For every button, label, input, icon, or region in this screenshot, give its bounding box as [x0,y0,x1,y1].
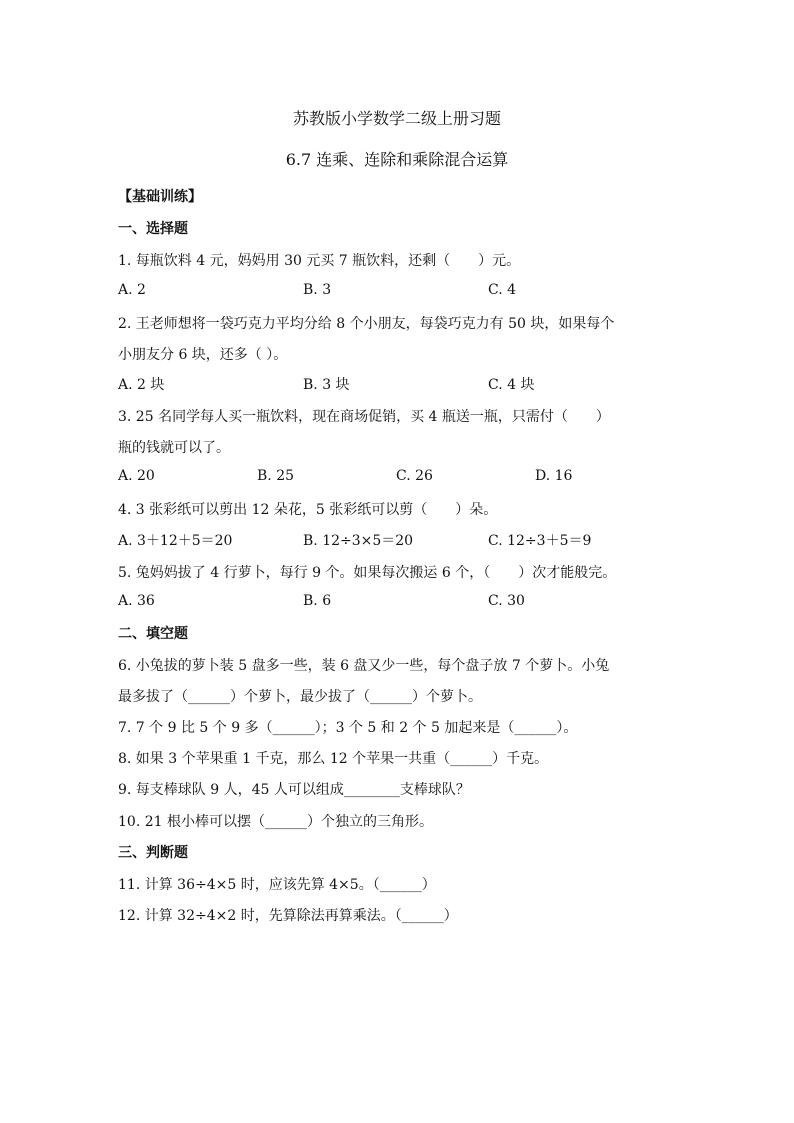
part1-heading: 一、选择题 [118,221,188,237]
question-2-line1: 2. 王老师想将一袋巧克力平均分给 8 个小朋友，每袋巧克力有 50 块，如果每个 [118,316,615,332]
q4-option-b: B. 12÷3×5＝20 [303,533,414,549]
q5-option-b: B. 6 [303,593,332,609]
question-3-line1: 3. 25 名同学每人买一瓶饮料，现在商场促销，买 4 瓶送一瓶，只需付（ ） [118,409,610,425]
worksheet-subtitle: 6.7 连乘、连除和乘除混合运算 [285,150,509,169]
q1-option-b: B. 3 [303,282,332,298]
q3-option-a: A. 20 [118,468,155,484]
q3-option-b: B. 25 [257,468,295,484]
part3-heading: 三、判断题 [118,845,188,861]
q2-option-b: B. 3 块 [303,377,350,393]
worksheet-title: 苏教版小学数学二级上册习题 [292,109,501,128]
question-12: 12. 计算 32÷4×2 时，先算除法再算乘法。（______） [118,908,458,924]
part2-heading: 二、填空题 [118,626,188,642]
section-basic-label: 【基础训练】 [118,189,202,205]
question-1: 1. 每瓶饮料 4 元，妈妈用 30 元买 7 瓶饮料，还剩（ ）元。 [118,253,521,269]
q5-option-a: A. 36 [118,593,155,609]
question-9: 9. 每支棒球队 9 人，45 人可以组成________支棒球队？ [118,782,470,798]
question-2-line2: 小朋友分 6 块，还多（ ）。 [118,347,288,363]
question-11: 11. 计算 36÷4×5 时，应该先算 4×5。（______） [118,877,436,893]
question-8: 8. 如果 3 个苹果重 1 千克，那么 12 个苹果一共重（______）千克。 [118,751,549,767]
question-7: 7. 7 个 9 比 5 个 9 多（______）；3 个 5 和 2 个 5 加起来是（______）。 [118,720,578,736]
question-5: 5. 兔妈妈拔了 4 行萝卜，每行 9 个。如果每次搬运 6 个，（ ）次才能般完。 [118,565,617,581]
q1-option-c: C. 4 [488,282,517,298]
q1-option-a: A. 2 [118,282,146,298]
q5-option-c: C. 30 [488,593,525,609]
q2-option-a: A. 2 块 [118,377,165,393]
q3-option-d: D. 16 [535,468,573,484]
q2-option-c: C. 4 块 [488,377,535,393]
question-4: 4. 3 张彩纸可以剪出 12 朵花，5 张彩纸可以剪（ ）朵。 [118,502,498,518]
q4-option-c: C. 12÷3＋5＝9 [488,533,592,549]
question-6-line2: 最多拔了（______）个萝卜，最少拔了（______）个萝卜。 [118,689,482,705]
q3-option-c: C. 26 [396,468,433,484]
question-6-line1: 6. 小兔拔的萝卜装 5 盘多一些，装 6 盘又少一些，每个盘子放 7 个萝卜。小兔 [118,658,610,674]
question-10: 10. 21 根小棒可以摆（______）个独立的三角形。 [118,814,433,830]
q4-option-a: A. 3＋12＋5＝20 [118,533,233,549]
question-3-line2: 瓶的钱就可以了。 [118,440,230,456]
